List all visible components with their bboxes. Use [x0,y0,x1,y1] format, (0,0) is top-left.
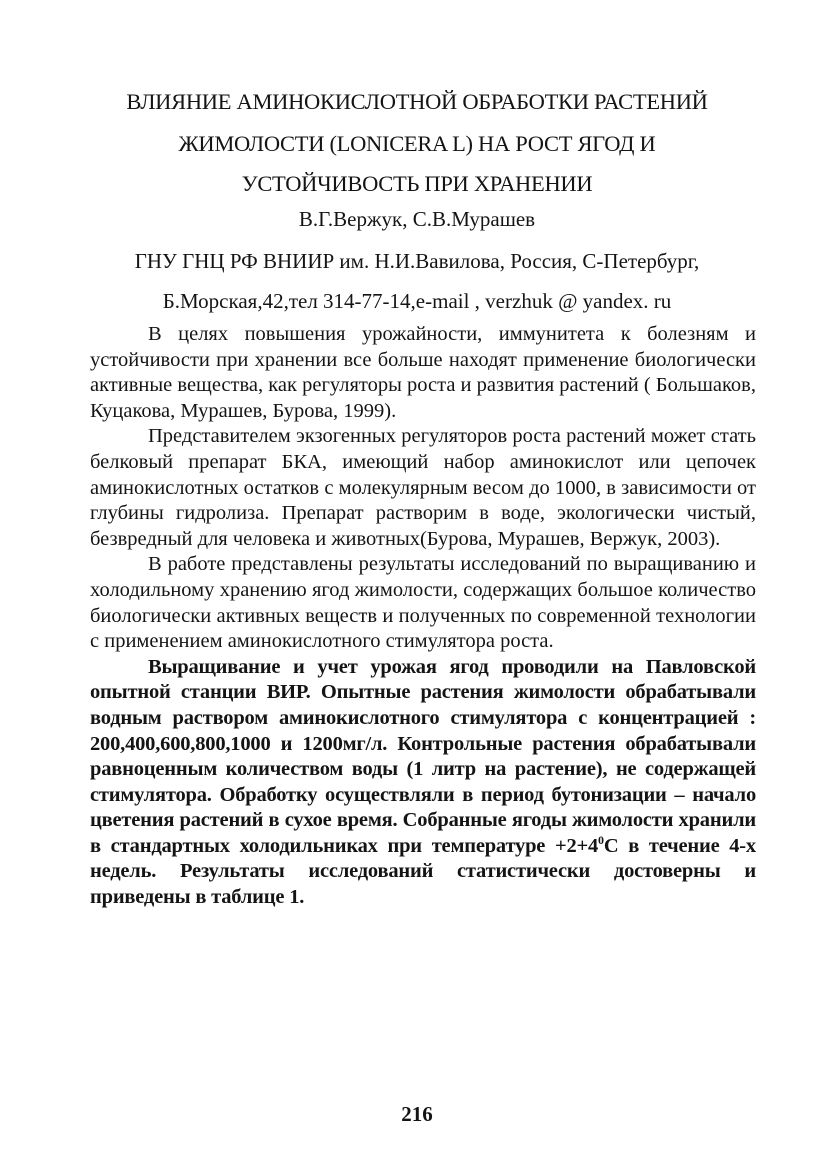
title-line-2: ЖИМОЛОСТИ (LONICERA L) НА РОСТ ЯГОД И [178,131,656,156]
affiliation-line-1: ГНУ ГНЦ РФ ВНИИР им. Н.И.Вавилова, Россия, С-Петербург, [134,249,700,273]
title-line-1: ВЛИЯНИЕ АМИНОКИСЛОТНОЙ ОБРАБОТКИ РАСТЕНИЙ [126,89,708,114]
title-line-3: УСТОЙЧИВОСТЬ ПРИ ХРАНЕНИИ [241,171,593,196]
authors: В.Г.Вержук, С.В.Мурашев [298,207,536,231]
paragraph-4 [90,655,756,911]
paragraph-3: В работе представлены результаты исследований по выращиванию и холодильному хранению ягод жимолости, содержащих большое количество биологически активных веществ и полученных по современной технологии с применением аминокислотного стимулятора роста. [90,553,756,653]
paragraph-1: В целях повышения урожайности, иммунитета к болезням и устойчивости при хранении все больше находят применение биологически активные вещества, как регуляторы роста и развития растений ( Большаков, Куцакова, Мурашев, Бурова, 1999). [90,323,756,422]
degree-superscript: 0 [598,833,604,848]
paragraph-4-part-2: С в течение 4-х недель. Результаты исследований статистически достоверны и приведены в таблице 1. [90,834,756,909]
page-number: 216 [401,1102,433,1126]
paragraph-4-part-1: Выращивание и учет урожая ягод проводили на Павловской опытной станции ВИР. Опытные растения жимолости обрабатывали водным раствором аминокислотного стимулятора с концентрацией : 200,400,600,800,1000 и 1200мг/л. Контрольные растения обрабатывали равноценным количеством воды (1 литр на растение), не содержащей стимулятора. Обработку осуществляли в период бутонизации – начало цветения растений в сухое время. Собранные ягоды жимолости хранили в стандартных холодильниках при температуре +2+4 [90,655,756,857]
affiliation-line-2: Б.Морская,42,тел 314-77-14,e-mail , verzhuk @ yandex. ru [162,289,672,313]
paragraph-2: Представителем экзогенных регуляторов роста растений может стать белковый препарат БКА, имеющий набор аминокислот или цепочек аминокислотных остатков с молекулярным весом до 1000, в зависимости от глубины гидролиза. Препарат растворим в воде, экологически чистый, безвредный для человека и животных(Бурова, Мурашев, Вержук, 2003). [90,425,756,550]
body-text [90,322,756,911]
